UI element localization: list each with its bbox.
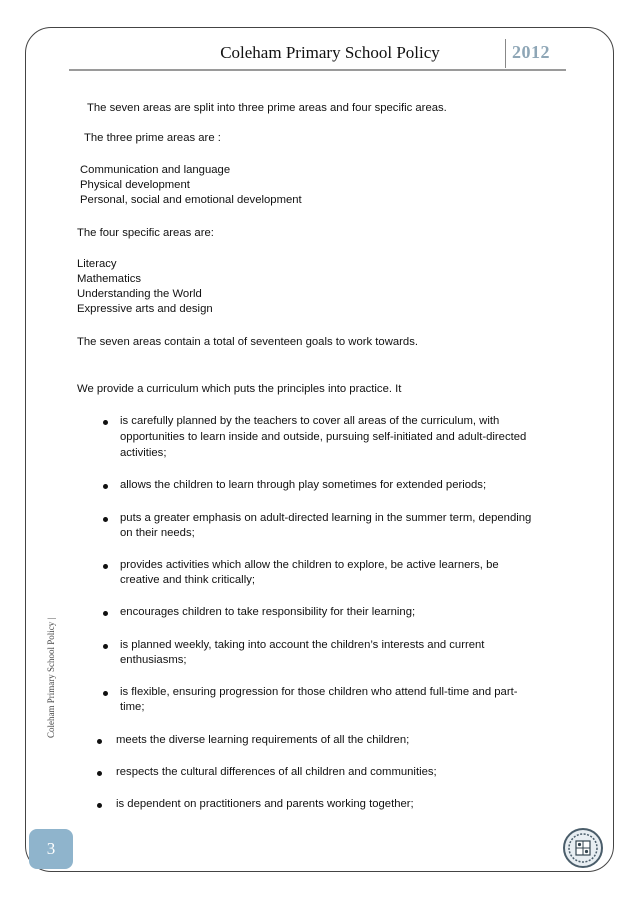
bullet-line: encourages children to take responsibility for their learning; bbox=[120, 606, 416, 618]
bullet-line: enthusiasms; bbox=[120, 654, 187, 666]
bullet-line: time; bbox=[120, 701, 145, 713]
bullet-dot bbox=[103, 644, 108, 649]
bullet-line: puts a greater emphasis on adult-directed learning in the summer term, depending bbox=[120, 512, 532, 524]
header-separator bbox=[505, 39, 506, 68]
bullet-line: is planned weekly, taking into account the children’s interests and current bbox=[120, 639, 485, 651]
goals-line: The seven areas contain a total of seventeen goals to work towards. bbox=[77, 336, 418, 348]
bullet-line: opportunities to learn inside and outside, pursuing self-initiated and adult-directed bbox=[120, 431, 527, 443]
list-item: Understanding the World bbox=[77, 288, 202, 300]
header-rule bbox=[69, 69, 566, 71]
list-item: Physical development bbox=[80, 179, 190, 191]
list-item: Personal, social and emotional development bbox=[80, 194, 302, 206]
bullet-line: on their needs; bbox=[120, 527, 195, 539]
bullet-dot bbox=[97, 803, 102, 808]
page-number-badge bbox=[29, 829, 73, 869]
curriculum-intro: We provide a curriculum which puts the principles into practice. It bbox=[77, 383, 402, 395]
bullet-line: is carefully planned by the teachers to cover all areas of the curriculum, with bbox=[120, 415, 500, 427]
bullet-line: is dependent on practitioners and parents working together; bbox=[116, 798, 414, 810]
list-item: Communication and language bbox=[80, 164, 231, 176]
bullet-dot bbox=[103, 611, 108, 616]
bullet-dot bbox=[103, 691, 108, 696]
header-year: 2012 bbox=[512, 42, 550, 62]
bullet-line: allows the children to learn through play sometimes for extended periods; bbox=[120, 479, 487, 491]
specific-heading: The four specific areas are: bbox=[77, 227, 214, 239]
list-item: Mathematics bbox=[77, 273, 142, 285]
bullet-line: creative and think critically; bbox=[120, 574, 255, 586]
list-item: Literacy bbox=[77, 258, 117, 270]
bullet-line: provides activities which allow the children to explore, be active learners, be bbox=[120, 559, 499, 571]
bullet-line: respects the cultural differences of all children and communities; bbox=[116, 766, 437, 778]
school-crest-icon bbox=[562, 827, 604, 869]
intro-line-1: The seven areas are split into three prime areas and four specific areas. bbox=[87, 102, 447, 114]
bullet-line: is flexible, ensuring progression for those children who attend full-time and part- bbox=[120, 686, 518, 698]
bullet-line: activities; bbox=[120, 447, 167, 459]
bullet-dot bbox=[97, 771, 102, 776]
sidebar-label: Coleham Primary School Policy | bbox=[46, 617, 56, 738]
intro-line-2: The three prime areas are : bbox=[84, 132, 221, 144]
list-item: Expressive arts and design bbox=[77, 303, 213, 315]
page-number: 3 bbox=[46, 839, 56, 858]
bullet-dot bbox=[103, 517, 108, 522]
bullet-line: meets the diverse learning requirements of all the children; bbox=[116, 734, 410, 746]
header-title: Coleham Primary School Policy bbox=[220, 43, 440, 62]
bullet-dot bbox=[103, 484, 108, 489]
bullet-dot bbox=[97, 739, 102, 744]
bullet-dot bbox=[103, 564, 108, 569]
bullet-dot bbox=[103, 420, 108, 425]
